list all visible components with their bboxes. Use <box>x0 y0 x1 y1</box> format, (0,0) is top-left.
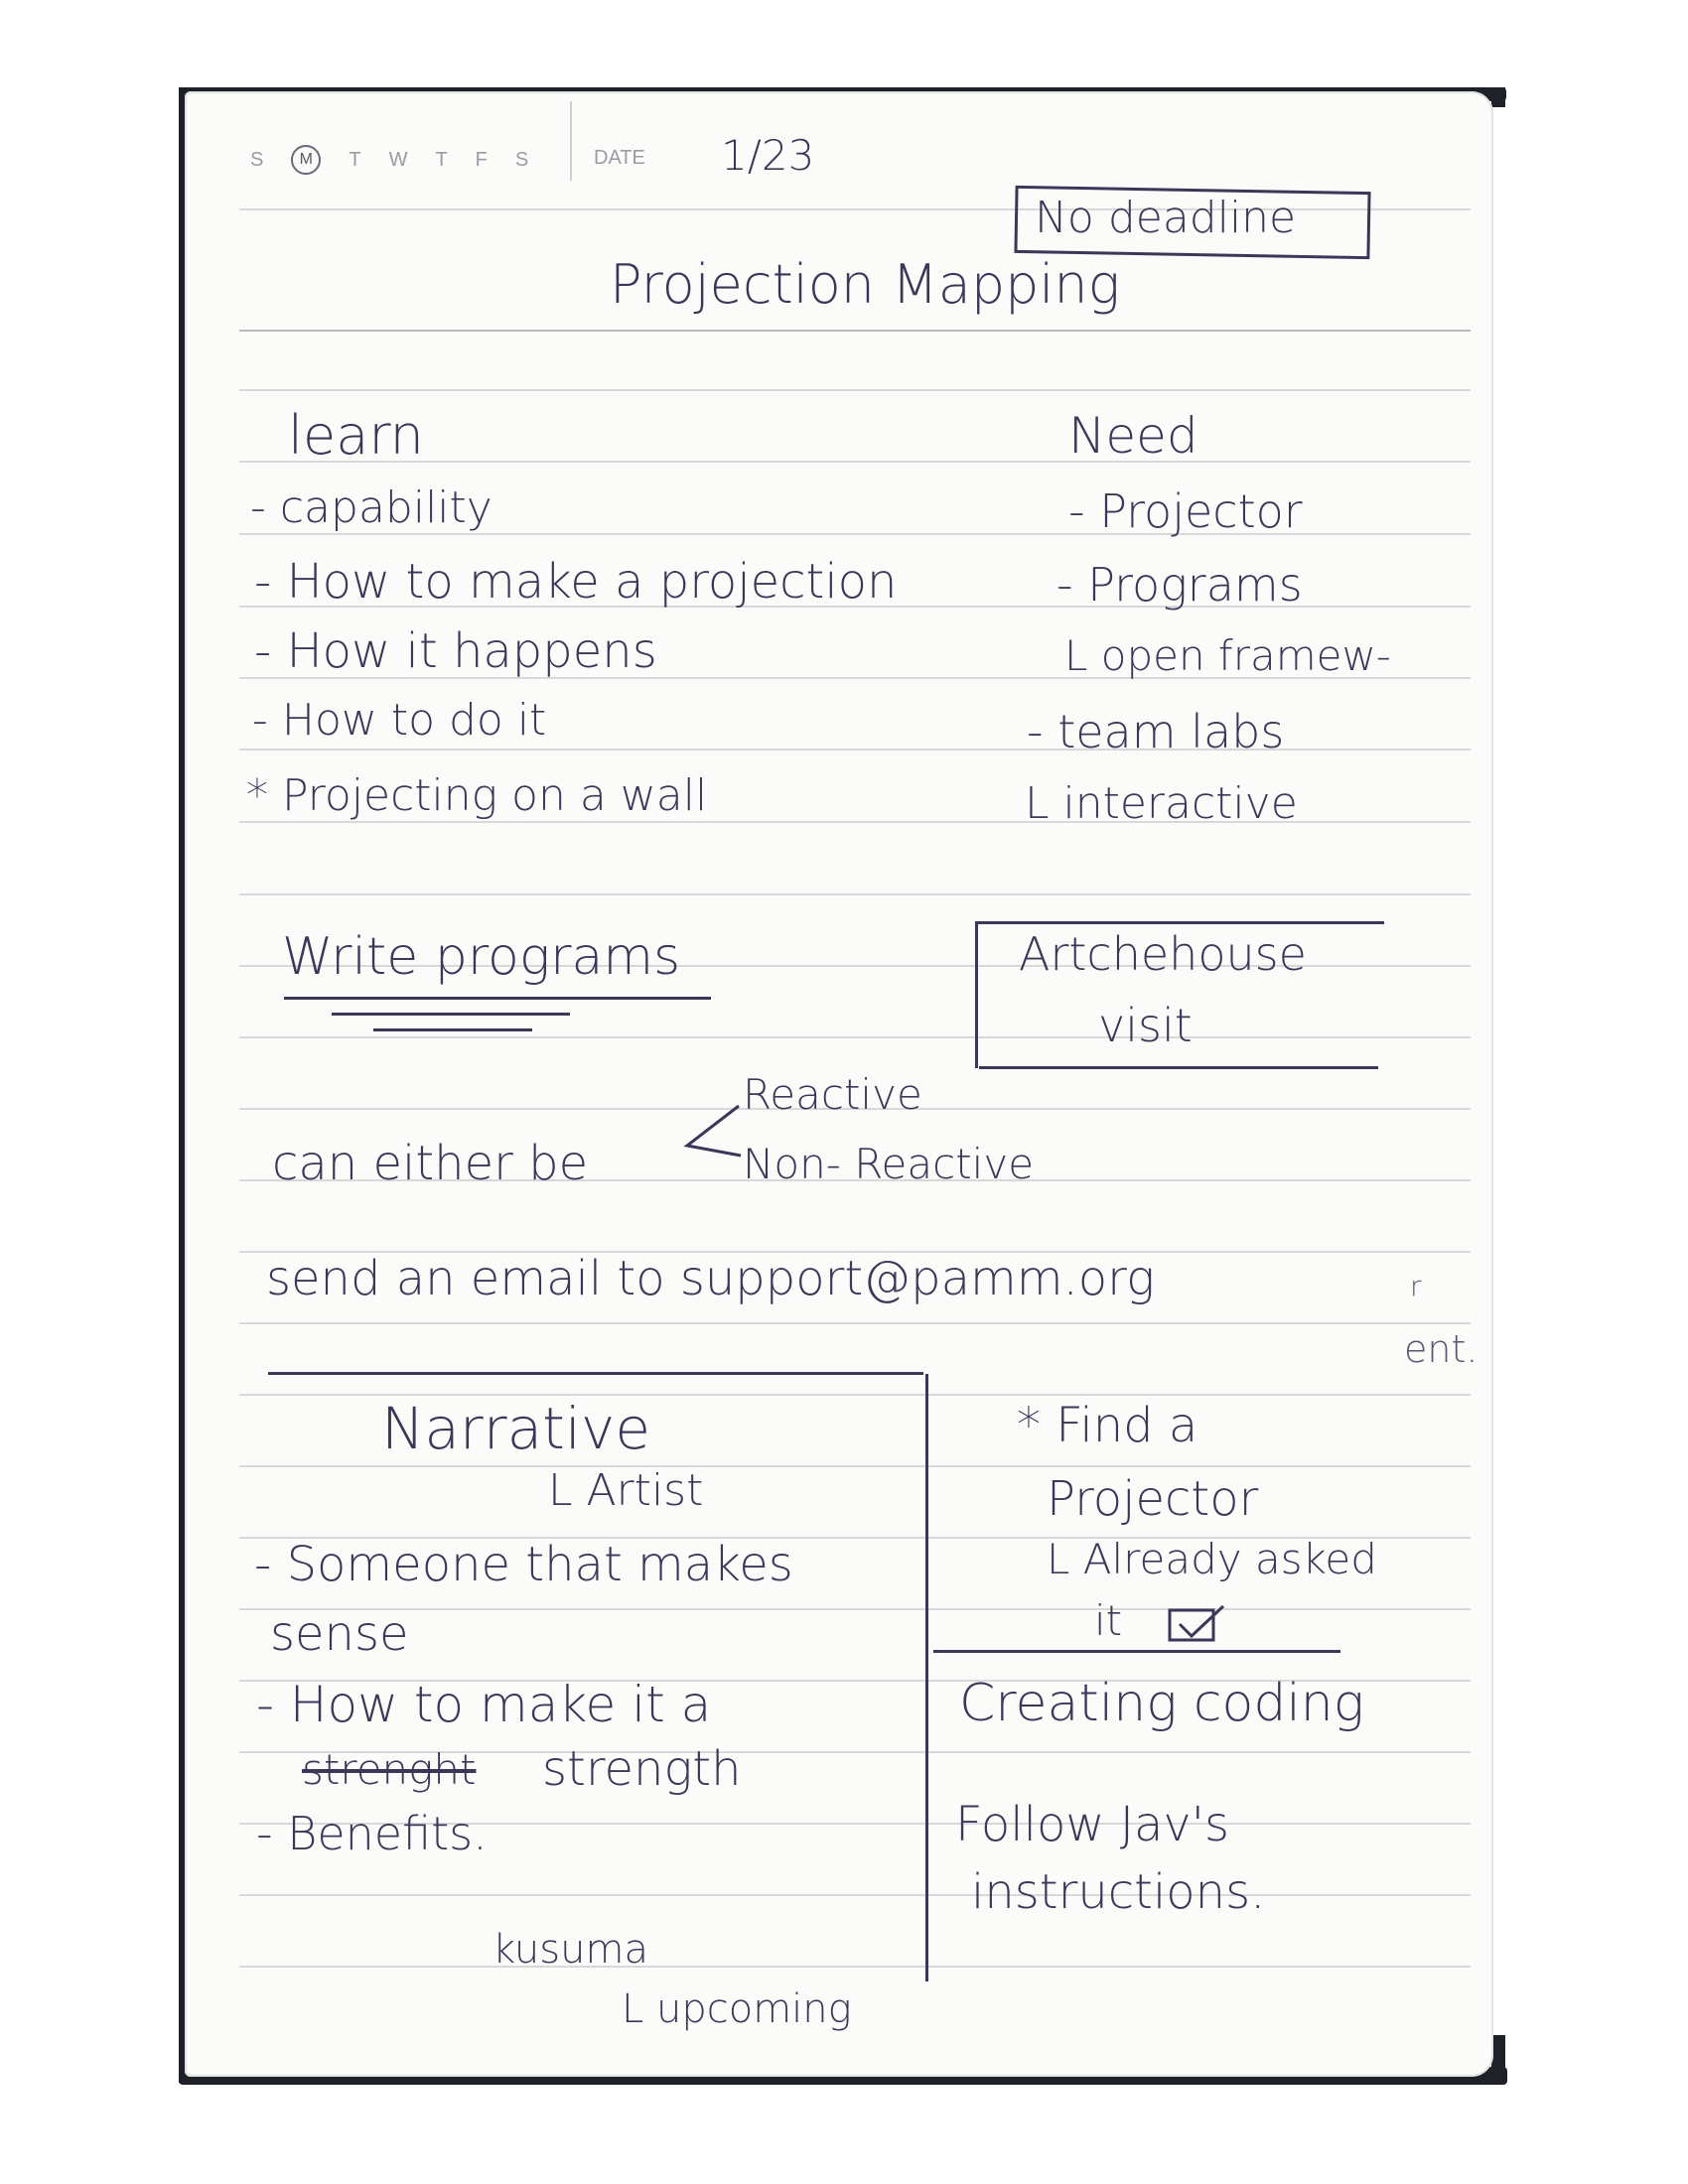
ruled-line <box>239 1894 1471 1896</box>
narrative-footer: kusuma <box>492 1927 648 1973</box>
need-item: - Projector <box>1068 484 1303 538</box>
narrative-sub: L Artist <box>548 1465 704 1516</box>
narrative-item-struck: strenght <box>302 1745 477 1794</box>
ruled-line <box>239 1966 1471 1968</box>
ruled-line <box>239 330 1471 332</box>
reactive-lead: can either be <box>272 1136 589 1191</box>
ruled-line <box>239 461 1471 463</box>
learn-item: - How to do it <box>252 695 547 746</box>
table-divider <box>925 1374 928 1981</box>
need-item: L open framew- <box>1064 631 1391 680</box>
find-note: Projector <box>1047 1471 1259 1527</box>
artchehouse-note: visit <box>1098 999 1193 1052</box>
weekday: S <box>250 149 264 171</box>
ruled-line <box>239 893 1471 895</box>
notebook-corner <box>1491 2035 1505 2083</box>
box-edge <box>979 1066 1378 1069</box>
ruled-line <box>239 1608 1471 1610</box>
page-title: Projection Mapping <box>610 253 1121 316</box>
need-item: - Programs <box>1056 558 1303 612</box>
underline <box>284 997 711 1000</box>
ruled-line <box>239 1036 1471 1038</box>
deadline-note: No deadline <box>1035 193 1297 243</box>
notebook-corner <box>1491 87 1505 107</box>
learn-item: - How it happens <box>254 623 657 679</box>
notebook-page <box>185 91 1493 2077</box>
need-heading: Need <box>1068 407 1198 465</box>
follow-note: instructions. <box>971 1864 1266 1920</box>
need-item: - team labs <box>1027 705 1285 758</box>
learn-heading: learn <box>288 404 424 467</box>
underline <box>373 1028 532 1031</box>
weekday: S <box>514 149 529 171</box>
narrative-footer-sub: L upcoming <box>622 1986 852 2032</box>
branch-bracket <box>679 1094 749 1173</box>
reactive-option: Reactive <box>743 1070 922 1119</box>
weekday: F <box>475 149 488 171</box>
weekday: T <box>349 149 361 171</box>
narrative-item: - Someone that makes <box>254 1537 793 1592</box>
margin-bleed-text: ent. <box>1404 1327 1478 1371</box>
learn-item: - How to make a projection <box>254 554 898 610</box>
weekday: T <box>435 149 448 171</box>
weekday-selector <box>250 149 528 175</box>
reactive-option: Non- Reactive <box>743 1140 1035 1188</box>
table-cell-rule <box>933 1650 1340 1653</box>
narrative-item: sense <box>270 1606 409 1662</box>
narrative-item: - How to make it a <box>256 1676 712 1733</box>
date-value: 1/23 <box>721 131 815 180</box>
follow-note: Follow Jav's <box>955 1797 1229 1852</box>
find-note: it <box>1094 1596 1123 1645</box>
box-edge <box>975 921 978 1068</box>
find-note: * Find a <box>1017 1398 1198 1453</box>
ruled-line <box>239 389 1471 391</box>
date-label: DATE <box>594 147 645 169</box>
learn-item: * Projecting on a wall <box>246 770 708 821</box>
checkbox-checked-icon <box>1166 1602 1229 1646</box>
narrative-item: - Benefits. <box>256 1807 488 1860</box>
ruled-line <box>239 749 1471 751</box>
email-note: send an email to support@pamm.org <box>266 1251 1155 1306</box>
find-note: L Already asked <box>1047 1535 1377 1583</box>
ruled-line <box>239 1465 1471 1467</box>
box-edge <box>975 921 1384 924</box>
learn-item: - capability <box>250 482 492 533</box>
narrative-item: strength <box>542 1741 742 1797</box>
ruled-line <box>239 1322 1471 1324</box>
artchehouse-note: Artchehouse <box>1019 927 1307 981</box>
weekday-selected: M <box>291 145 321 175</box>
margin-bleed-text: r <box>1410 1270 1422 1302</box>
date-divider <box>570 101 572 181</box>
need-item: L interactive <box>1025 778 1298 829</box>
narrative-heading: Narrative <box>381 1395 651 1462</box>
table-top-rule <box>268 1372 923 1375</box>
underline <box>332 1013 570 1016</box>
write-programs-note: Write programs <box>282 927 681 987</box>
weekday: W <box>388 149 408 171</box>
creating-note: Creating coding <box>959 1674 1364 1733</box>
